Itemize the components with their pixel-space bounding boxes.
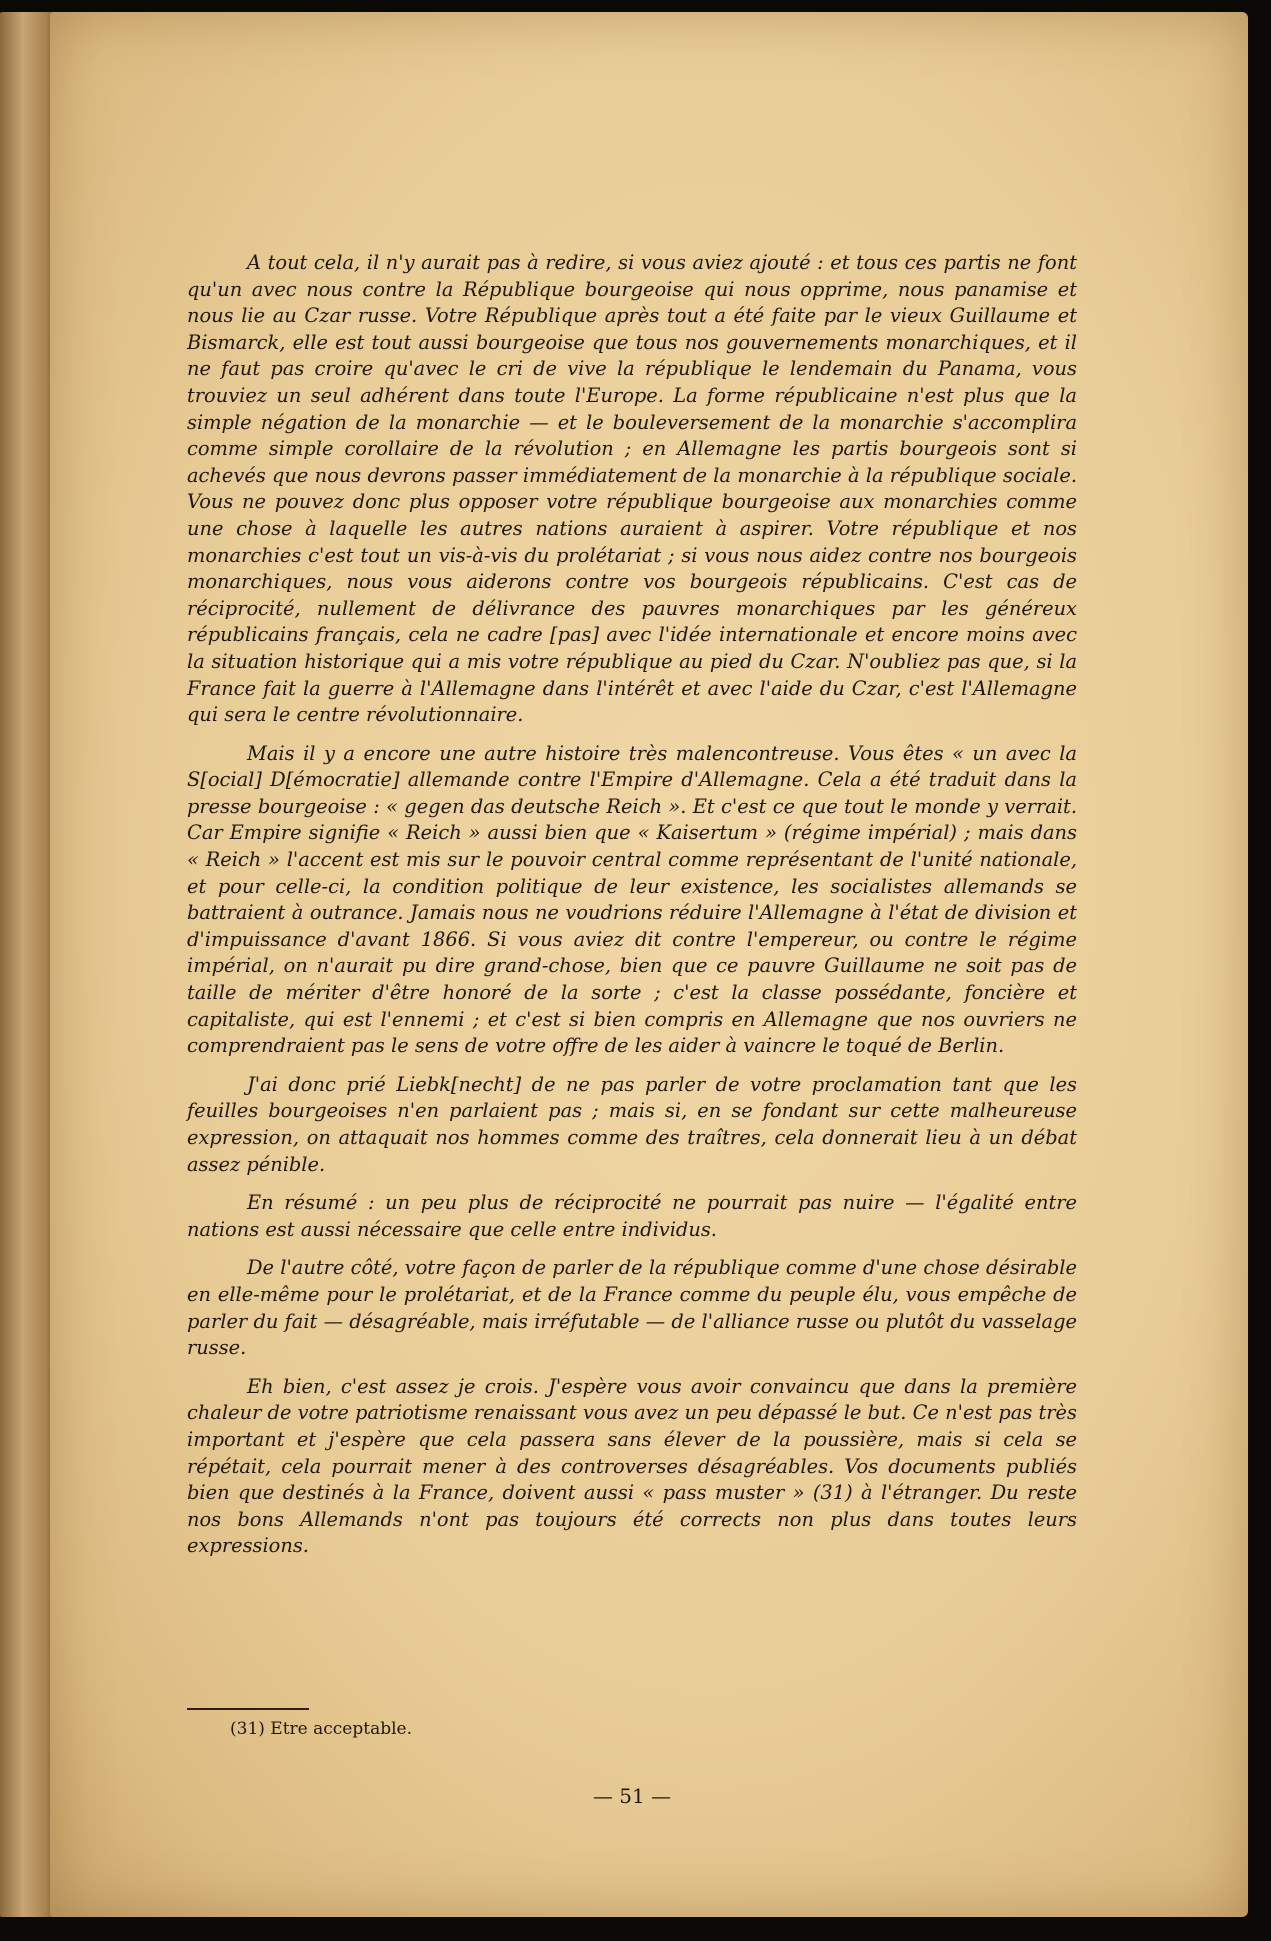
paragraph-1: A tout cela, il n'y aurait pas à redire, si vous aviez ajouté : et tous ces partis ne font qu'un avec nous contre la République bourgeoise qui nous opprime, nous panamise et nous lie au Czar russe. Votre République après tout a été faite par le vieux Guillaume et Bismarck, elle est tout aussi bourgeoise que tous nos gouvernements monarchiques, et il ne faut pas croire qu'avec le cri de vive la république le lendemain du Panama, vous trouviez un seul adhérent dans toute l'Europe. La forme républicaine n'est plus que la simple négation de la monarchie — et le bouleversement de la monarchie s'accomplira comme simple corollaire de la révolution ; en Allemagne les partis bourgeois sont si achevés que nous devrons passer immédiatement de la monarchie à la république sociale. Vous ne pouvez donc plus opposer votre république bourgeoise aux monarchies comme une chose à laquelle les autres nations auraient à aspirer. Votre république et nos monarchies c'est tout un vis-à-vis du prolétariat ; si vous nous aidez contre nos bourgeois monarchiques, nous vous aiderons contre vos bourgeois républicains. C'est cas de réciprocité, nullement de délivrance des pauvres monarchiques par les généreux républicains français, cela ne cadre [pas] avec l'idée internationale et encore moins avec la situation historique qui a mis votre république au pied du Czar. N'oubliez pas que, si la France fait la guerre à l'Allemagne dans l'intérêt et avec l'aide du Czar, c'est l'Allemagne qui sera le centre révolutionnaire. [187, 251, 1077, 727]
body-text [187, 250, 1077, 1572]
paragraph-5: De l'autre côté, votre façon de parler de la république comme d'une chose désirable en elle-même pour le prolétariat, et de la France comme du peuple élu, vous empêche de parler du fait — désagréable, mais irréfutable — de l'alliance russe ou plutôt du vasselage russe. [187, 1256, 1077, 1360]
paragraph-2: Mais il y a encore une autre histoire très malencontreuse. Vous êtes « un avec la S[ocial] D[émocratie] allemande contre l'Empire d'Allemagne. Cela a été traduit dans la presse bourgeoise : « gegen das deutsche Reich ». Et c'est ce que tout le monde y verrait. Car Empire signifie « Reich » aussi bien que « Kaisertum » (régime impérial) ; mais dans « Reich » l'accent est mis sur le pouvoir central comme représentant de l'unité nationale, et pour celle-ci, la condition politique de leur existence, les socialistes allemands se battraient à outrance. Jamais nous ne voudrions réduire l'Allemagne à l'état de division et d'impuissance d'avant 1866. Si vous aviez dit contre l'empereur, ou contre le régime impérial, on n'aurait pu dire grand-chose, bien que ce pauvre Guillaume ne soit pas de taille de mériter d'être honoré de la sorte ; c'est la classe possédante, foncière et capitaliste, qui est l'ennemi ; et c'est si bien compris en Allemagne que nos ouvriers ne comprendraient pas le sens de votre offre de les aider à vaincre le toqué de Berlin. [187, 741, 1077, 1058]
footnote: (31) Etre acceptable. [230, 1719, 413, 1739]
paragraph-4: En résumé : un peu plus de réciprocité ne pourrait pas nuire — l'égalité entre nations est aussi nécessaire que celle entre individus. [187, 1191, 1077, 1241]
paragraph-6: Eh bien, c'est assez je crois. J'espère vous avoir convaincu que dans la première chaleur de votre patriotisme renaissant vous avez un peu dépassé le but. Ce n'est pas très important et j'espère que cela passera sans élever de la poussière, mais si cela se répétait, cela pourrait mener à des controverses désagréables. Vos documents publiés bien que destinés à la France, doivent aussi « pass muster » (31) à l'étranger. Du reste nos bons Allemands n'ont pas toujours été corrects non plus dans toutes leurs expressions. [187, 1374, 1077, 1558]
paragraph-3: J'ai donc prié Liebk[necht] de ne pas parler de votre proclamation tant que les feuilles bourgeoises n'en parlaient pas ; mais si, en se fondant sur cette malheureuse expression, on attaquait nos hommes comme des traîtres, cela donnerait lieu à un débat assez pénible. [187, 1072, 1077, 1176]
page-number: — 51 — [592, 1784, 672, 1808]
footnote-rule [187, 1708, 309, 1710]
